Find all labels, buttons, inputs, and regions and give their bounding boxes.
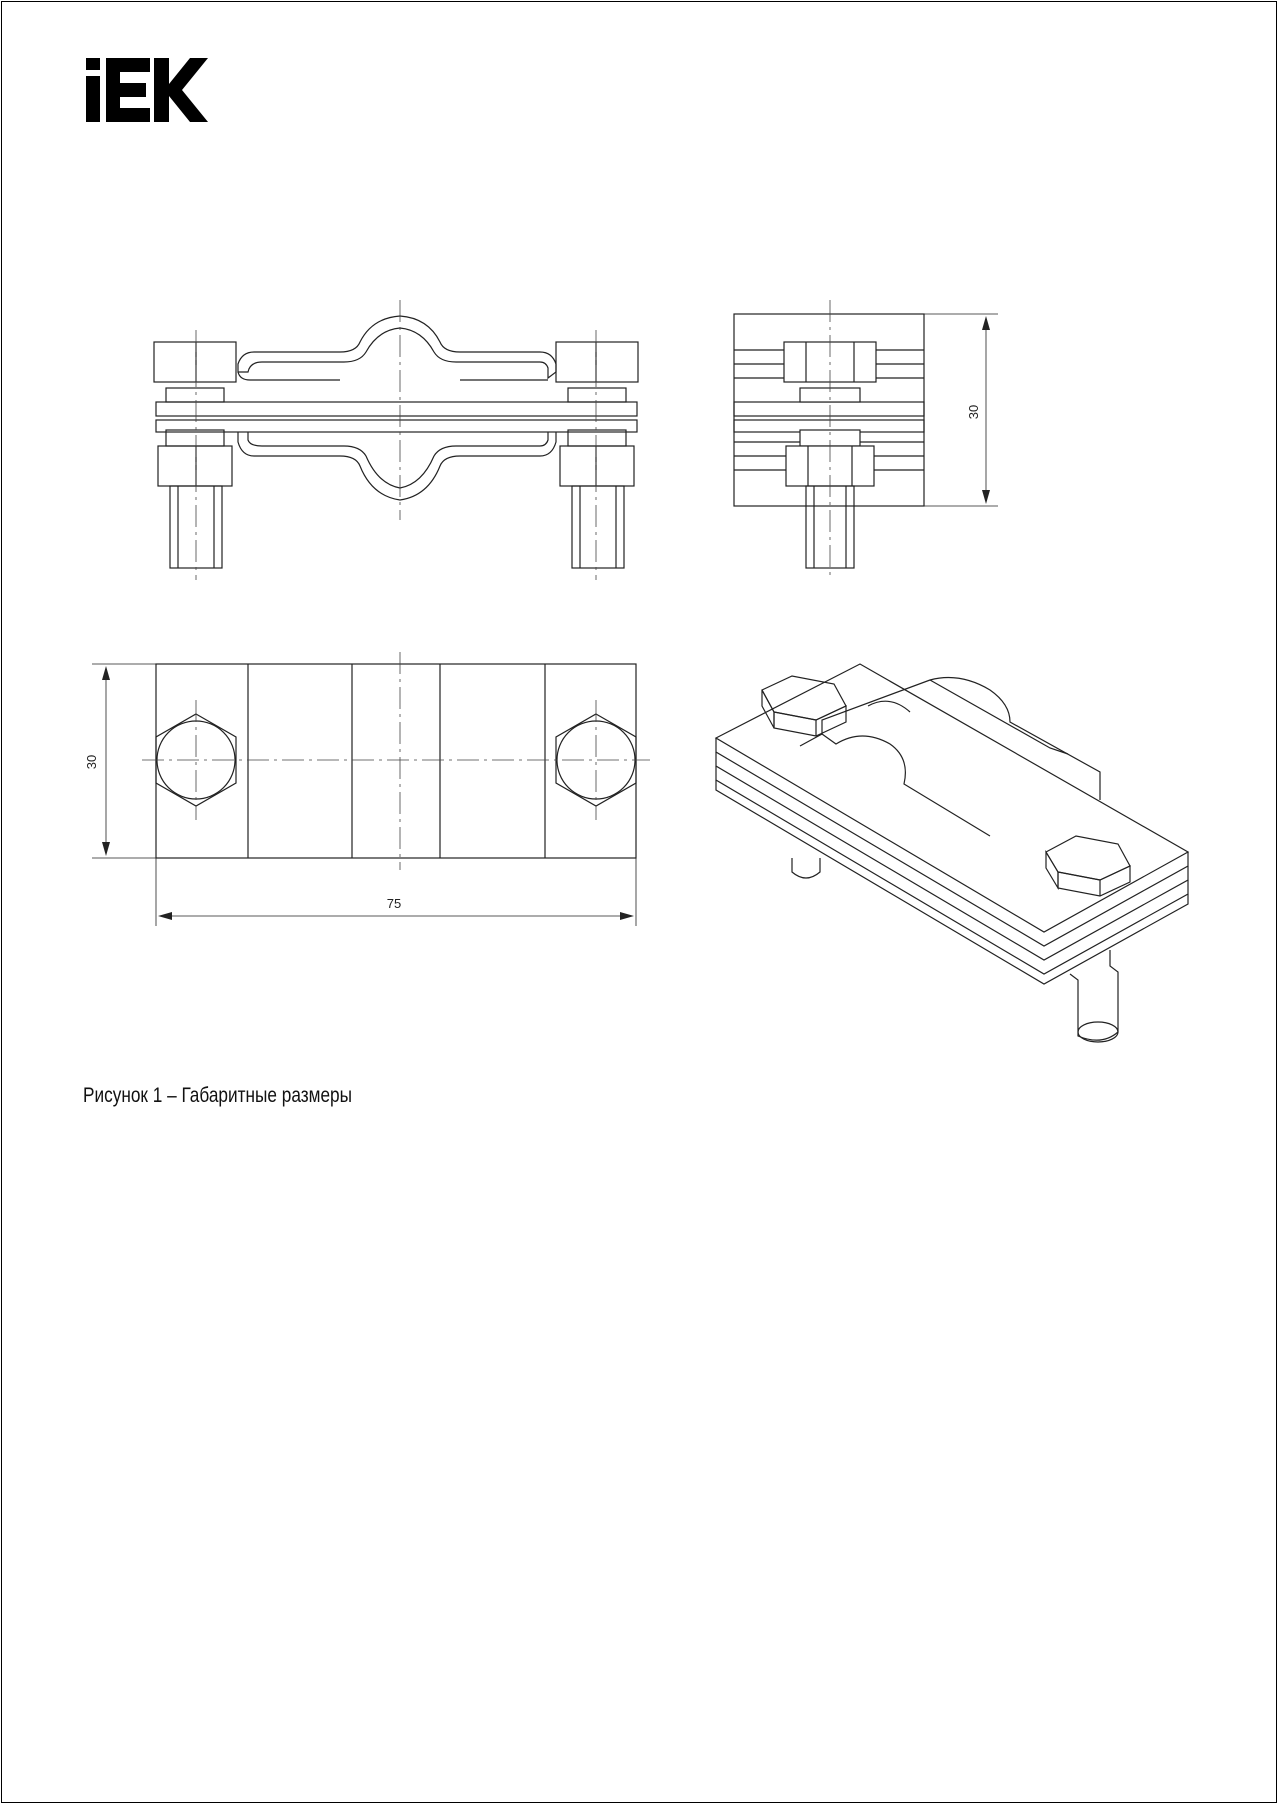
- plan-length-label: 75: [386, 896, 402, 911]
- plan-height-label: 30: [84, 754, 99, 770]
- front-view: [154, 300, 638, 580]
- side-view: [734, 300, 998, 580]
- plan-view: [92, 652, 650, 926]
- side-height-label: 30: [966, 404, 981, 420]
- figure-caption: Рисунок 1 – Габаритные размеры: [83, 1084, 352, 1107]
- isometric-view: [716, 664, 1188, 1042]
